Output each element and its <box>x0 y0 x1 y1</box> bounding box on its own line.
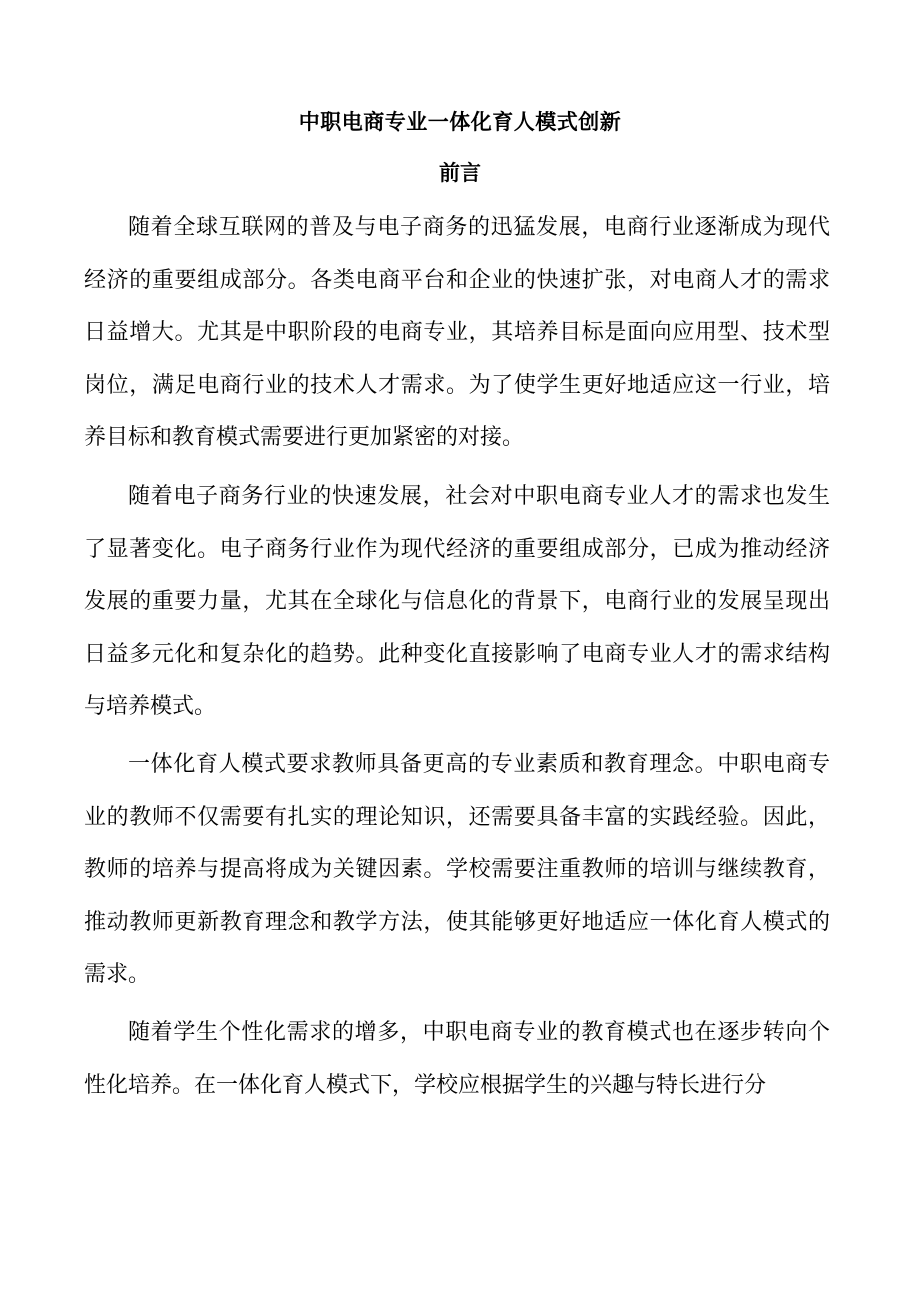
paragraph-1: 随着全球互联网的普及与电子商务的迅猛发展，电商行业逐渐成为现代经济的重要组成部分。各类电商平台和企业的快速扩张，对电商人才的需求日益增大。尤其是中职阶段的电商专业，其培养目标是面向应用型、技术型岗位，满足电商行业的技术人才需求。为了使学生更好地适应这一行业，培养目标和教育模式需要进行更加紧密的对接。 <box>84 215 830 450</box>
paragraph-4: 随着学生个性化需求的增多，中职电商专业的教育模式也在逐步转向个性化培养。在一体化育人模式下，学校应根据学生的兴趣与特长进行分 <box>84 1020 830 1098</box>
paragraph-2: 随着电子商务行业的快速发展，社会对中职电商专业人才的需求也发生了显著变化。电子商务行业作为现代经济的重要组成部分，已成为推动经济发展的重要力量，尤其在全球化与信息化的背景下，电商行业的发展呈现出日益多元化和复杂化的趋势。此种变化直接影响了电商专业人才的需求结构与培养模式。 <box>84 484 830 719</box>
paragraph-3: 一体化育人模式要求教师具备更高的专业素质和教育理念。中职电商专业的教师不仅需要有扎实的理论知识，还需要具备丰富的实践经验。因此，教师的培养与提高将成为关键因素。学校需要注重教师的培训与继续教育，推动教师更新教育理念和教学方法，使其能够更好地适应一体化育人模式的需求。 <box>84 752 830 987</box>
document-title: 中职电商专业一体化育人模式创新 <box>298 110 622 134</box>
section-heading: 前言 <box>439 161 481 185</box>
